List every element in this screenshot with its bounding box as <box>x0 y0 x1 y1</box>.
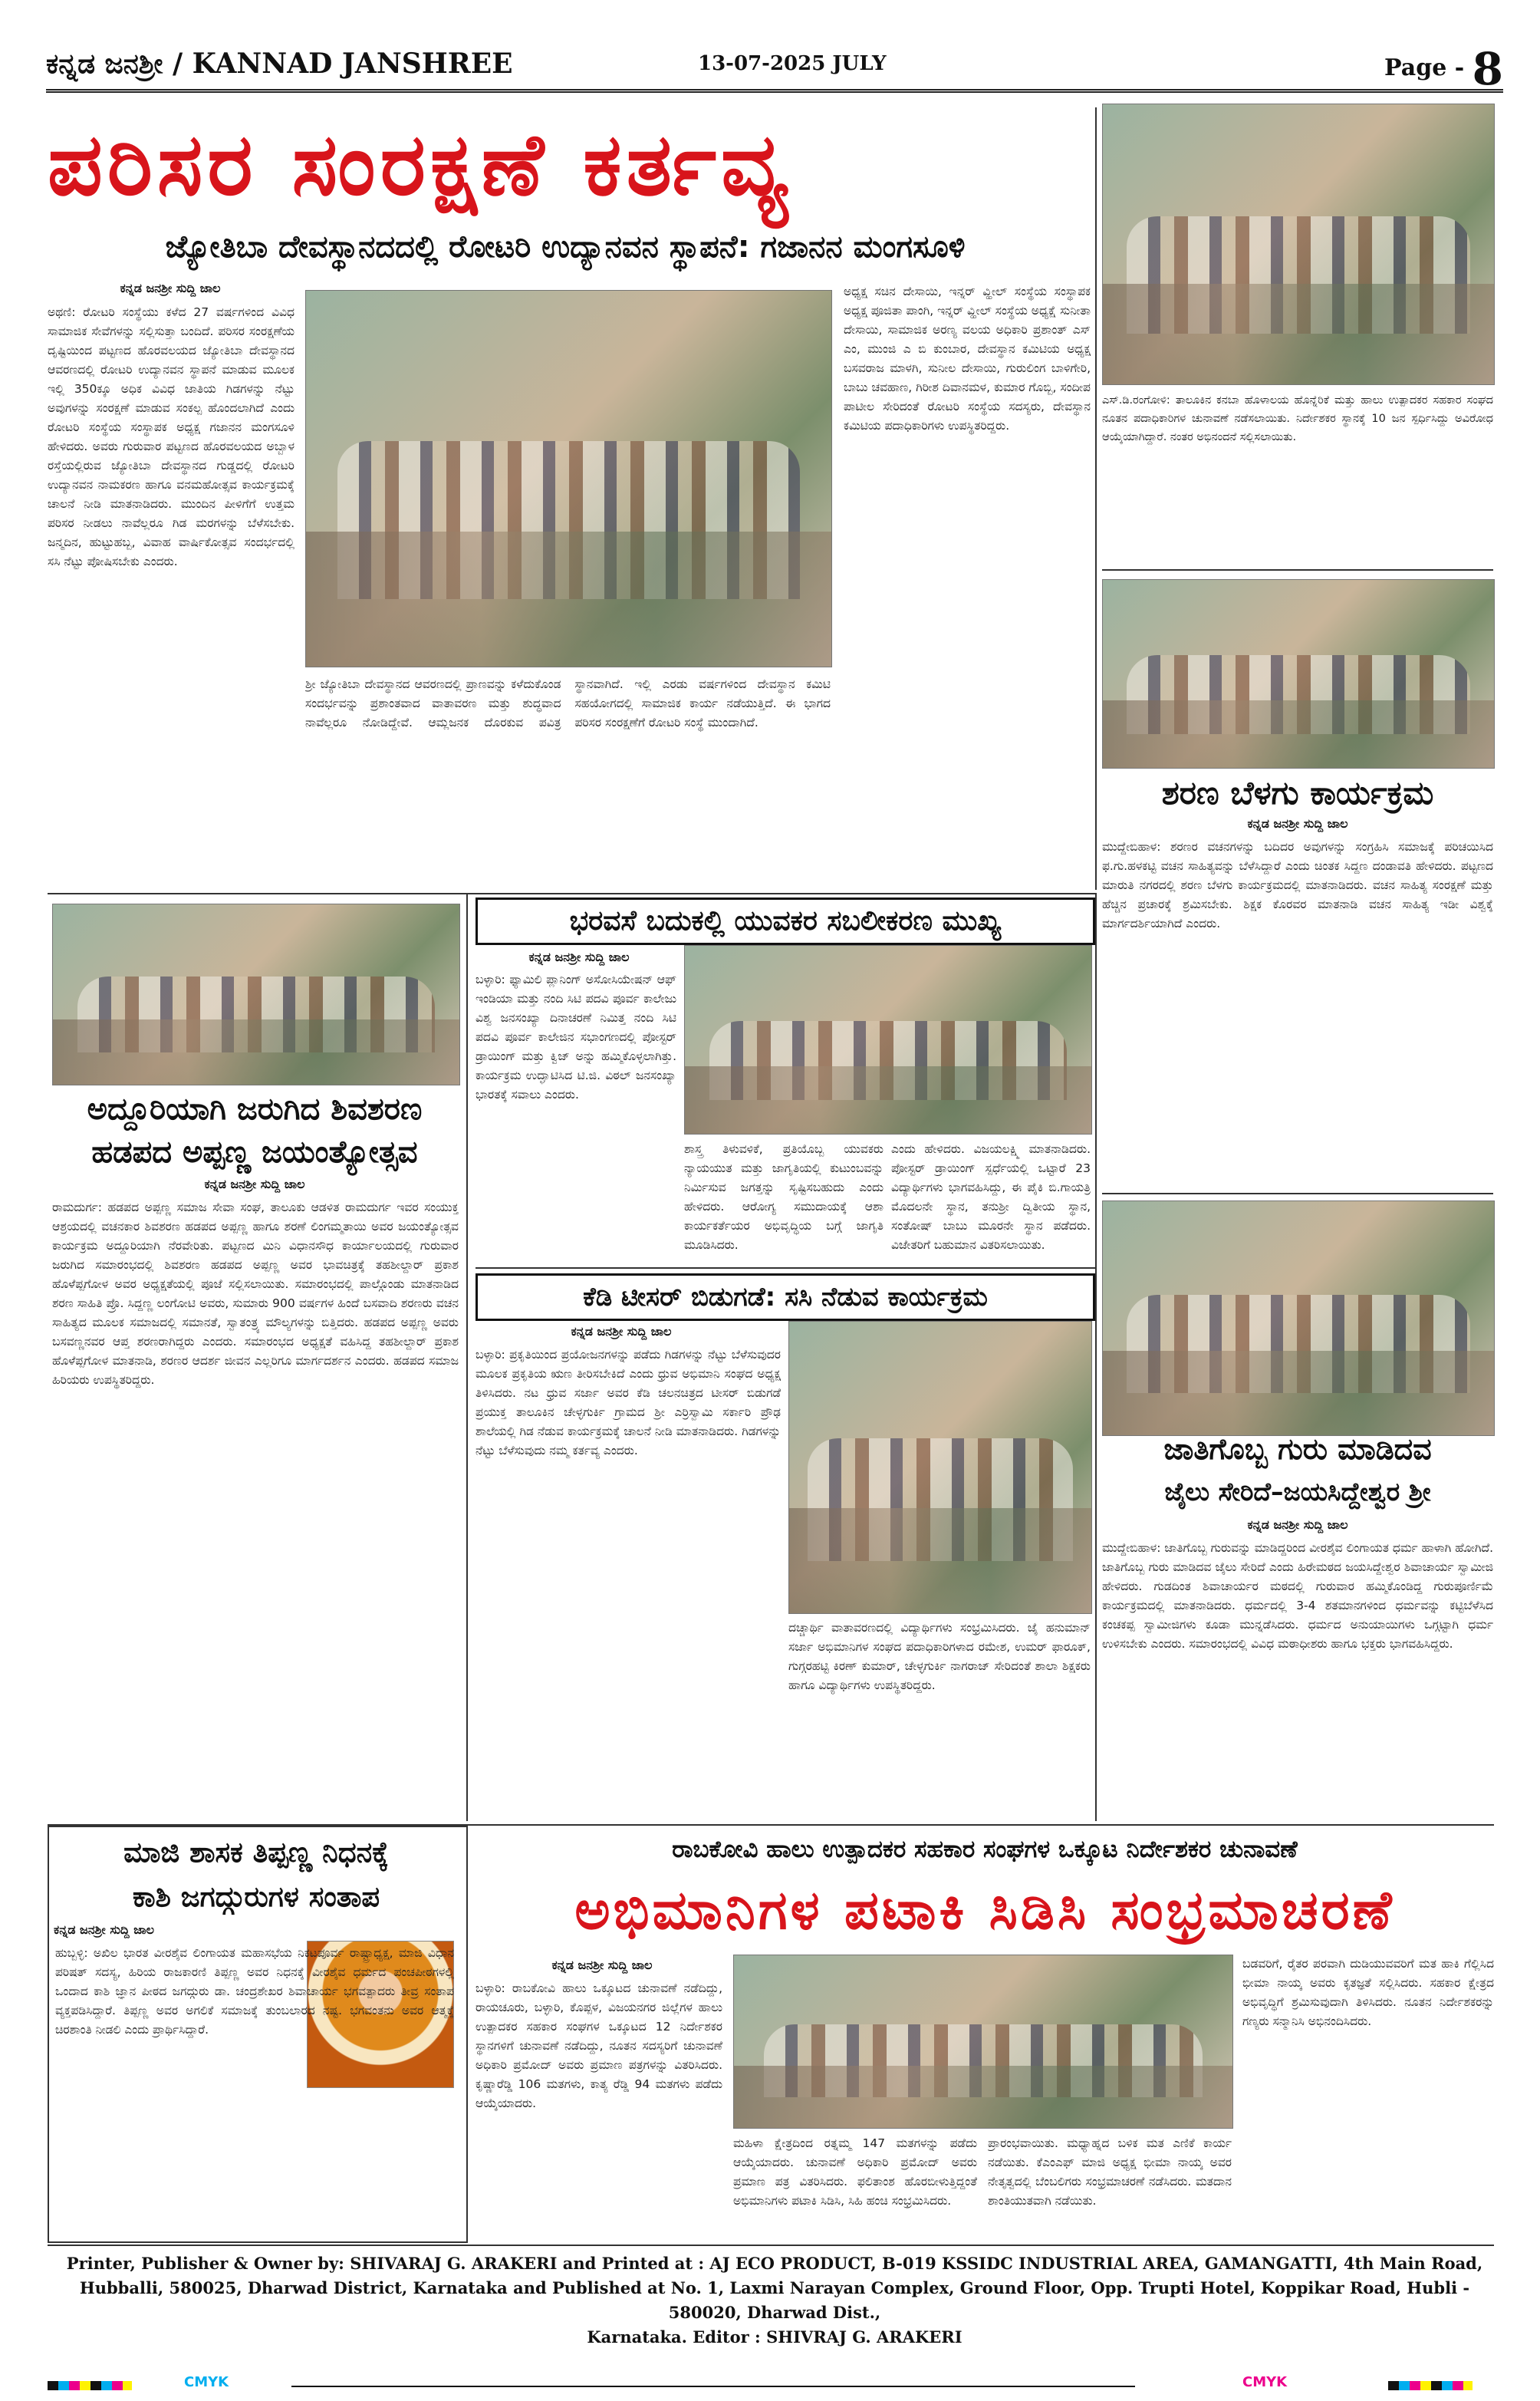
maaji-headline-1: ಮಾಜಿ ಶಾಸಕ ತಿಪ್ಪಣ್ಣ ನಿಧನಕ್ಕೆ <box>123 1836 389 1869</box>
section-divider <box>475 1267 1095 1269</box>
shivasharana-body: ರಾಮದುರ್ಗ: ಹಡಪದ ಅಪ್ಪಣ್ಣ ಸಮಾಜ ಸೇವಾ ಸಂಘ, ತಾಲೂಕು ಆಡಳಿತ ರಾಮದುರ್ಗ ಇವರ ಸಂಯುಕ್ತ ಆಶ್ರಯದಲ್ಲಿ ವಚನಕಾರ ಶಿವಶರಣ ಹಡಪದ ಅಪ್ಪಣ್ಣ ಹಾಗೂ ಶರಣೆ ಲಿಂಗಮ್ಮತಾಯಿ ಅವರ ಜಯಂತ್ಯೋತ್ಸವ ಕಾರ್ಯಕ್ರಮ ಅದ್ದೂರಿಯಾಗಿ ನೆರವೇರಿತು. ಪಟ್ಟಣದ ಮಿನಿ ವಿಧಾನಸೌಧ ಕಾರ್ಯಾಲಯದಲ್ಲಿ ಗುರುವಾರ ಜರುಗಿದ ಸಮಾರಂಭದಲ್ಲಿ ಶಿವಶರಣ ಹಡಪದ ಅಪ್ಪಣ್ಣ ಅವರ ಭಾವಚಿತ್ರಕ್ಕೆ ತಹಶೀಲ್ದಾರ್ ಪ್ರಕಾಶ ಹೊಳೆಪ್ಪಗೋಳ ಅವರ ಅಧ್ಯಕ್ಷತೆಯಲ್ಲಿ ಪೂಜೆ ಸಲ್ಲಿಸಲಾಯಿತು. ಸಮಾರಂಭದಲ್ಲಿ ಪಾಲ್ಗೊಂಡು ಮಾತನಾಡಿದ ಶರಣ ಸಾಹಿತಿ ಪ್ರೊ. ಸಿದ್ದಣ್ಣ ಲಂಗೋಟಿ ಅವರು, ಸುಮಾರು 900 ವರ್ಷಗಳ ಹಿಂದೆ ಬಸವಾದಿ ಶರಣರು ವಚನ ಸಾಹಿತ್ಯದ ಮೂಲಕ ಸಮಾಜದಲ್ಲಿ ಸಮಾನತೆ, ಸ್ವಾತಂತ್ರ್ಯ ಮೌಲ್ಯಗಳನ್ನು ಬಿತ್ತಿದರು. ಹಡಪದ ಅಪ್ಪಣ್ಣ ಅವರು ಬಸವಣ್ಣನವರ ಆಪ್ತ ಶರಣರಾಗಿದ್ದರು ಎಂದರು. ಸಮಾರಂಭದ ಅಧ್ಯಕ್ಷತೆ ವಹಿಸಿದ್ದ ತಹಶೀಲ್ದಾರ್ ಪ್ರಕಾಶ ಹೊಳೆಪ್ಪಗೋಳ ಮಾತನಾಡಿ, ಶರಣರ ಆದರ್ಶ ಜೀವನ ಎಲ್ಲರಿಗೂ ಮಾರ್ಗದರ್ಶನ ಎಂದರು. ಹಡಪದ ಸಮಾಜ ಹಿರಿಯರು ಉಪಸ್ಥಿತರಿದ್ದರು. <box>52 1200 459 1387</box>
bharavase-photo <box>684 945 1092 1135</box>
rabakovi-byline: ಕನ್ನಡ ಜನಶ್ರೀ ಸುದ್ದಿ ಜಾಲ <box>551 1958 653 1972</box>
imprint-line-3: Karnataka. Editor : SHIVRAJ G. ARAKERI <box>587 2327 962 2347</box>
cmyk-mark-right: CMYK <box>1242 2374 1288 2390</box>
section-divider <box>1102 569 1493 571</box>
sharana-byline: ಕನ್ನಡ ಜನಶ್ರೀ ಸುದ್ದಿ ಜಾಲ <box>1247 816 1348 831</box>
lead-photo <box>305 290 832 667</box>
lead-byline: ಕನ್ನಡ ಜನಶ್ರೀ ಸುದ್ದಿ ಜಾಲ <box>120 281 221 295</box>
lead-headline: ಜ್ಯೋತಿಬಾ ದೇವಸ್ಥಾನದದಲ್ಲಿ ರೋಟರಿ ಉದ್ಯಾನವನ ಸ್ಥಾಪನೆ: ಗಜಾನನ ಮಂಗಸೂಳಿ <box>165 229 966 265</box>
bharavase-headline: ಭರವಸೆ ಬದುಕಲ್ಲಿ ಯುವಕರ ಸಬಲೀಕರಣ ಮುಖ್ಯ <box>475 897 1095 945</box>
shivasharana-headline-2: ಹಡಪದ ಅಪ್ಪಣ್ಣ ಜಯಂತ್ಯೋತ್ಸವ <box>91 1135 418 1170</box>
masthead <box>46 43 1503 95</box>
paper-name: ಕನ್ನಡ ಜನಶ್ರೀ / KANNAD JANSHREE <box>46 48 513 80</box>
section-divider <box>48 893 1095 894</box>
topright-caption: ಎಸ್.ಡಿ.ರಂಗೋಳಿ: ತಾಲೂಕಿನ ಕನಬಾ ಹೊಳಾಲಯ ಹೊನ್ನೆರಿಕೆ ಮತ್ತು ಹಾಲು ಉತ್ಪಾದಕರ ಸಹಕಾರ ಸಂಘದ ನೂತನ ಪದಾಧಿಕಾರಿಗಳ ಚುನಾವಣೆ ನಡೆಸಲಾಯಿತು. ನಿರ್ದೇಶಕರ ಸ್ಥಾನಕ್ಕೆ 10 ಜನ ಸ್ಪರ್ಧಿಸಿದ್ದು ಅವಿರೋಧ ಆಯ್ಕೆಯಾಗಿದ್ದಾರೆ. ನಂತರ ಅಭಿನಂದನೆ ಸಲ್ಲಿಸಲಾಯಿತು. <box>1102 394 1493 443</box>
kd-teaser-byline: ಕನ್ನಡ ಜನಶ್ರೀ ಸುದ್ದಿ ಜಾಲ <box>571 1324 672 1339</box>
registration-bar-left <box>48 2381 132 2390</box>
shivasharana-byline: ಕನ್ನಡ ಜನಶ್ರೀ ಸುದ್ದಿ ಜಾಲ <box>204 1177 305 1191</box>
sharana-photo <box>1102 579 1495 769</box>
bharavase-column-1: ಬಳ್ಳಾರಿ: ಫ್ಯಾಮಿಲಿ ಪ್ಲಾನಿಂಗ್ ಅಸೋಸಿಯೇಷನ್ ಆಫ್ ಇಂಡಿಯಾ ಮತ್ತು ನಂದಿ ಸಿಟಿ ಪದವಿ ಪೂರ್ವ ಕಾಲೇಜು ವಿಶ್ವ ಜನಸಂಖ್ಯಾ ದಿನಾಚರಣೆ ನಿಮಿತ್ತ ನಂದಿ ಸಿಟಿ ಪದವಿ ಪೂರ್ವ ಕಾಲೇಜಿನ ಸಭಾಂಗಣದಲ್ಲಿ ಪೋಸ್ಟರ್ ಡ್ರಾಯಿಂಗ್ ಮತ್ತು ಕ್ವಿಜ್ ಅನ್ನು ಹಮ್ಮಿಕೊಳ್ಳಲಾಗಿತ್ತು. ಕಾರ್ಯಕ್ರಮ ಉದ್ಘಾಟಿಸಿದ ಟಿ.ಜಿ. ವಿಠಲ್ ಜನಸಂಖ್ಯಾ ಭಾರತಕ್ಕೆ ಸವಾಲು ಎಂದರು. <box>475 973 676 1102</box>
page-number-value: 8 <box>1472 43 1503 95</box>
jaatigobba-headline-2: ಜೈಲು ಸೇರಿದೆ–ಜಯಸಿದ್ದೇಶ್ವರ ಶ್ರೀ <box>1164 1477 1431 1507</box>
registration-bar-center <box>291 2386 1135 2387</box>
jaatigobba-headline-1-visible: ಜಾತಿಗೊಬ್ಬ ಗುರು ಮಾಡಿದವ <box>1163 1432 1432 1466</box>
cmyk-mark-left: CMYK <box>184 2374 229 2390</box>
imprint <box>46 2251 1503 2350</box>
rabakovi-column-3: ಪ್ರಾರಂಭವಾಯಿತು. ಮಧ್ಯಾಹ್ನದ ಬಳಿಕ ಮತ ಎಣಿಕೆ ಕಾರ್ಯ ನಡೆಯಿತು. ಕೆಎಂಎಫ್ ಮಾಜಿ ಅಧ್ಯಕ್ಷ ಭೀಮಾ ನಾಯ್ಕ ಅವರ ನೇತೃತ್ವದಲ್ಲಿ ಬೆಂಬಲಿಗರು ಸಂಭ್ರಮಾಚರಣೆ ನಡೆಸಿದರು. ಮತದಾನ ಶಾಂತಿಯುತವಾಗಿ ನಡೆಯಿತು. <box>988 2136 1232 2208</box>
lead-column-3: ಅಧ್ಯಕ್ಷ ಸಚಿನ ದೇಸಾಯಿ, ಇನ್ನರ್ ವ್ಹೀಲ್ ಸಂಸ್ಥೆಯ ಸಂಸ್ಥಾಪಕ ಅಧ್ಯಕ್ಷ ಪೂಜಿತಾ ಪಾಂಗಿ, ಇನ್ನರ್ ವ್ಹೀಲ್ ಸಂಸ್ಥೆಯ ಅಧ್ಯಕ್ಷೆ ಸುನೀತಾ ದೇಸಾಯಿ, ಸಾಮಾಜಿಕ ಅರಣ್ಯ ವಲಯ ಅಧಿಕಾರಿ ಪ್ರಶಾಂತ್ ಎಸ್ ಎಂ, ಮುಂಜಿ ಎ ಬಿ ಕುಂಬಾರ, ದೇವಸ್ಥಾನ ಕಮಿಟಿಯ ಅಧ್ಯಕ್ಷ ಬಸವರಾಜ ಮಾಳಗಿ, ಸುನೀಲ ದೇಸಾಯಿ, ಗುರುಲಿಂಗ ಬಾಳಿಗೇರಿ, ಬಾಬು ಚವಹಾಣ, ಗಿರೀಶ ದಿವಾನಮಳ, ಕುಮಾರ ಗೊಬ್ಬಿ, ಸಂದೀಪ ಪಾಟೀಲ ಸೇರಿದಂತೆ ರೋಟರಿ ಸಂಸ್ಥೆಯ ಸದಸ್ಯರು, ದೇವಸ್ಥಾನ ಕಮಿಟಿಯ ಪದಾಧಿಕಾರಿಗಳು ಉಪಸ್ಥಿತರಿದ್ದರು. <box>844 285 1091 433</box>
imprint-line-2: Hubballi, 580025, Dharwad District, Karnataka and Published at No. 1, Laxmi Narayan Complex, Ground Floor, Opp. Trupti Hotel, Koppikar Road, Hubli - 580020, Dharwad Dist., <box>79 2278 1470 2322</box>
kd-teaser-photo <box>788 1321 1092 1614</box>
issue-date: 13-07-2025 JULY <box>698 52 887 75</box>
column-rule <box>1095 107 1097 890</box>
rabakovi-column-2: ಮಹಿಳಾ ಕ್ಷೇತ್ರದಿಂದ ರತ್ನಮ್ಮ 147 ಮತಗಳನ್ನು ಪಡೆದು ಆಯ್ಕೆಯಾದರು. ಚುನಾವಣೆ ಅಧಿಕಾರಿ ಪ್ರಮೋದ್ ಅವರು ಪ್ರಮಾಣ ಪತ್ರ ವಿತರಿಸಿದರು. ಫಲಿತಾಂಶ ಹೊರಬೀಳುತ್ತಿದ್ದಂತೆ ಅಭಿಮಾನಿಗಳು ಪಟಾಕಿ ಸಿಡಿಸಿ, ಸಿಹಿ ಹಂಚಿ ಸಂಭ್ರಮಿಸಿದರು. <box>733 2136 977 2208</box>
sharana-headline: ಶರಣ ಬೆಳಗು ಕಾರ್ಯಕ್ರಮ <box>1161 774 1434 812</box>
rabakovi-photo <box>733 1955 1233 2129</box>
bharavase-byline: ಕನ್ನಡ ಜನಶ್ರೀ ಸುದ್ದಿ ಜಾಲ <box>528 950 630 964</box>
rabakovi-column-4: ಬಡವರಿಗೆ, ರೈತರ ಪರವಾಗಿ ದುಡಿಯುವವರಿಗೆ ಮತ ಹಾಕಿ ಗೆಲ್ಲಿಸಿದ ಭೀಮಾ ನಾಯ್ಕ ಅವರು ಕೃತಜ್ಞತೆ ಸಲ್ಲಿಸಿದರು. ಸಹಕಾರ ಕ್ಷೇತ್ರದ ಅಭಿವೃದ್ಧಿಗೆ ಶ್ರಮಿಸುವುದಾಗಿ ತಿಳಿಸಿದರು. ನೂತನ ನಿರ್ದೇಶಕರನ್ನು ಗಣ್ಯರು ಸನ್ಮಾನಿಸಿ ಅಭಿನಂದಿಸಿದರು. <box>1242 1957 1494 2028</box>
kd-teaser-column-2: ದಚ್ಚಾರ್ಥಿ ವಾತಾವರಣದಲ್ಲಿ ವಿದ್ಯಾರ್ಥಿಗಳು ಸಂಭ್ರಮಿಸಿದರು. ಜೈ ಹನುಮಾನ್ ಸರ್ಜಾ ಅಭಿಮಾನಿಗಳ ಸಂಘದ ಪದಾಧಿಕಾರಿಗಳಾದ ರಮೇಶ, ಉಮರ್ ಫಾರೂಕ್, ಗುಗ್ಗರಹಟ್ಟಿ ಕಿರಣ್ ಕುಮಾರ್, ಚೇಳ್ಳಗುರ್ಕಿ ನಾಗರಾಜ್ ಸೇರಿದಂತೆ ಶಾಲಾ ಶಿಕ್ಷಕರು ಹಾಗೂ ವಿದ್ಯಾರ್ಥಿಗಳು ಉಪಸ್ಥಿತರಿದ್ದರು. <box>788 1621 1091 1692</box>
kd-teaser-column-1: ಬಳ್ಳಾರಿ: ಪ್ರಕೃತಿಯಿಂದ ಪ್ರಯೋಜನಗಳನ್ನು ಪಡೆದು ಗಿಡಗಳನ್ನು ನೆಟ್ಟು ಬೆಳೆಸುವುದರ ಮೂಲಕ ಪ್ರಕೃತಿಯ ಋಣ ತೀರಿಸಬೇಕಿದೆ ಎಂದು ಧ್ರುವ ಅಭಿಮಾನಿ ಸಂಘದ ಅಧ್ಯಕ್ಷ ತಿಳಿಸಿದರು. ನಟ ಧ್ರುವ ಸರ್ಜಾ ಅವರ ಕೆಡಿ ಚಲನಚಿತ್ರದ ಟೀಸರ್ ಬಿಡುಗಡೆ ಪ್ರಯುಕ್ತ ತಾಲೂಕಿನ ಚೇಳ್ಳಗುರ್ಕಿ ಗ್ರಾಮದ ಶ್ರೀ ಎರ್ರಿಸ್ವಾಮಿ ಸರ್ಕಾರಿ ಪ್ರೌಢ ಶಾಲೆಯಲ್ಲಿ ಗಿಡ ನೆಡುವ ಕಾರ್ಯಕ್ರಮಕ್ಕೆ ಚಾಲನೆ ನೀಡಿ ಮಾತನಾಡಿದರು. ಗಿಡಗಳನ್ನು ನೆಟ್ಟು ಬೆಳೆಸುವುದು ನಮ್ಮ ಕರ್ತವ್ಯ ಎಂದರು. <box>475 1348 781 1457</box>
maaji-byline: ಕನ್ನಡ ಜನಶ್ರೀ ಸುದ್ದಿ ಜಾಲ <box>54 1922 155 1937</box>
rabakovi-column-1: ಬಳ್ಳಾರಿ: ರಾಬಕೋವಿ ಹಾಲು ಒಕ್ಕೂಟದ ಚುನಾವಣೆ ನಡೆದಿದ್ದು, ರಾಯಚೂರು, ಬಳ್ಳಾರಿ, ಕೊಪ್ಪಳ, ವಿಜಯನಗರ ಜಿಲ್ಲೆಗಳ ಹಾಲು ಉತ್ಪಾದಕರ ಸಹಕಾರ ಸಂಘಗಳ ಒಕ್ಕೂಟದ 12 ನಿರ್ದೇಶಕರ ಸ್ಥಾನಗಳಿಗೆ ಚುನಾವಣೆ ನಡೆದಿದ್ದು, ನೂತನ ಸದಸ್ಯರಿಗೆ ಚುನಾವಣೆ ಅಧಿಕಾರಿ ಪ್ರಮೋದ್ ಅವರು ಪ್ರಮಾಣ ಪತ್ರಗಳನ್ನು ವಿತರಿಸಿದರು. ಕೃಷ್ಣಾರೆಡ್ಡಿ 106 ಮತಗಳು, ಕಾತ್ಯ ರೆಡ್ಡಿ 94 ಮತಗಳು ಪಡೆದು ಆಯ್ಕೆಯಾದರು. <box>475 1981 722 2110</box>
lead-column-1: ಅಥಣಿ: ರೋಟರಿ ಸಂಸ್ಥೆಯು ಕಳೆದ 27 ವರ್ಷಗಳಿಂದ ವಿವಿಧ ಸಾಮಾಜಿಕ ಸೇವೆಗಳನ್ನು ಸಲ್ಲಿಸುತ್ತಾ ಬಂದಿದೆ. ಪರಿಸರ ಸಂರಕ್ಷಣೆಯ ದೃಷ್ಟಿಯಿಂದ ಪಟ್ಟಣದ ಹೊರವಲಯದ ಜ್ಯೋತಿಬಾ ದೇವಸ್ಥಾನದ ಆವರಣದಲ್ಲಿ ರೋಟರಿ ಉದ್ಯಾನವನ ಸ್ಥಾಪನೆ ಮಾಡುವ ಮೂಲಕ ಇಲ್ಲಿ 350ಕ್ಕೂ ಅಧಿಕ ವಿವಿಧ ಜಾತಿಯ ಗಿಡಗಳನ್ನು ನೆಟ್ಟು ಅವುಗಳನ್ನು ಸಂರಕ್ಷಣೆ ಮಾಡುವ ಸಂಕಲ್ಪ ಹೊಂದಲಾಗಿದೆ ಎಂದು ರೋಟರಿ ಸಂಸ್ಥೆಯ ಸಂಸ್ಥಾಪಕ ಅಧ್ಯಕ್ಷ ಗಜಾನನ ಮಂಗಸೂಳಿ ಹೇಳಿದರು. ಅವರು ಗುರುವಾರ ಪಟ್ಟಣದ ಹೊರವಲಯದ ಅಬ್ಬಾಳ ರಸ್ತೆಯಲ್ಲಿರುವ ಜ್ಯೋತಿಬಾ ದೇವಸ್ಥಾನದ ಗುಡ್ಡದಲ್ಲಿ ರೋಟರಿ ಉದ್ಯಾನವನ ನಾಮಕರಣ ಹಾಗೂ ವನಮಹೋತ್ಸವ ಕಾರ್ಯಕ್ರಮಕ್ಕೆ ಚಾಲನೆ ನೀಡಿ ಮಾತನಾಡಿದರು. ಮುಂದಿನ ಪೀಳಿಗೆಗೆ ಉತ್ತಮ ಪರಿಸರ ನೀಡಲು ನಾವೆಲ್ಲರೂ ಗಿಡ ಮರಗಳನ್ನು ಬೆಳೆಸಬೇಕು. ಜನ್ಮದಿನ, ಹುಟ್ಟುಹಬ್ಬ, ವಿವಾಹ ವಾರ್ಷಿಕೋತ್ಸವ ಸಂದರ್ಭದಲ್ಲಿ ಸಸಿ ನೆಟ್ಟು ಪೋಷಿಸಬೇಕು ಎಂದರು. <box>48 305 295 568</box>
bharavase-column-2: ಶಾಸ್ತ್ರ ತಿಳುವಳಿಕೆ, ಪ್ರತಿಯೊಬ್ಬ ಯುವಕರು ನ್ಯಾಯಯುತ ಮತ್ತು ಜಾಗೃತಿಯಲ್ಲಿ ಕುಟುಂಬವನ್ನು ನಿರ್ಮಿಸುವ ಜಗತ್ತನ್ನು ಸೃಷ್ಟಿಸಬಹುದು ಎಂದು ಹೇಳಿದರು. ಆರೋಗ್ಯ ಸಮುದಾಯಕ್ಕೆ ಆಶಾ ಕಾರ್ಯಕರ್ತೆಯರ ಅಭಿವೃದ್ಧಿಯ ಬಗ್ಗೆ ಜಾಗೃತಿ ಮೂಡಿಸಿದರು. <box>684 1142 884 1252</box>
jaatigobba-byline: ಕನ್ನಡ ಜನಶ್ರೀ ಸುದ್ದಿ ಜಾಲ <box>1247 1517 1348 1532</box>
maaji-headline-2: ಕಾಶಿ ಜಗದ್ಗುರುಗಳ ಸಂತಾಪ <box>132 1880 380 1913</box>
page-number <box>1384 43 1503 95</box>
bharavase-column-3: ಎಂದು ಹೇಳಿದರು. ವಿಜಯಲಕ್ಷ್ಮಿ ಮಾತನಾಡಿದರು. ಪೋಸ್ಟರ್ ಡ್ರಾಯಿಂಗ್ ಸ್ಪರ್ಧೆಯಲ್ಲಿ ಒಟ್ಟಾರೆ 23 ವಿದ್ಯಾರ್ಥಿಗಳು ಭಾಗವಹಿಸಿದ್ದು, ಈ ಪೈಕಿ ಬಿ.ಗಾಯತ್ರಿ ಮೊದಲನೇ ಸ್ಥಾನ, ತನುಶ್ರೀ ದ್ವಿತೀಯ ಸ್ಥಾನ, ಸಂತೋಷ್ ಬಾಬು ಮೂರನೇ ಸ್ಥಾನ ಪಡೆದರು. ವಿಜೇತರಿಗೆ ಬಹುಮಾನ ವಿತರಿಸಲಾಯಿತು. <box>891 1142 1091 1252</box>
imprint-line-1: Printer, Publisher & Owner by: SHIVARAJ G. ARAKERI and Printed at : AJ ECO PRODUCT, B-019 KSSIDC INDUSTRIAL AREA, GAMANGATTI, 4th Main Road, <box>66 2254 1483 2273</box>
shivasharana-headline-1: ಅದ್ದೂರಿಯಾಗಿ ಜರುಗಿದ ಶಿವಶರಣ <box>87 1092 423 1127</box>
section-divider <box>1102 1193 1493 1194</box>
registration-bar-right <box>1388 2381 1473 2390</box>
maaji-body: ಹುಬ್ಬಳ್ಳಿ: ಅಖಿಲ ಭಾರತ ವೀರಶೈವ ಲಿಂಗಾಯತ ಮಹಾಸಭೆಯ ನಿಕಟಪೂರ್ವ ರಾಷ್ಟ್ರಾಧ್ಯಕ್ಷ, ಮಾಜಿ ವಿಧಾನ ಪರಿಷತ್ ಸದಸ್ಯ, ಹಿರಿಯ ರಾಜಕಾರಣಿ ತಿಪ್ಪಣ್ಣ ಅವರ ನಿಧನಕ್ಕೆ ವೀರಶೈವ ಧರ್ಮದ ಪಂಚಪೀಠಗಳಲ್ಲಿ ಒಂದಾದ ಕಾಶಿ ಜ್ಞಾನ ಪೀಠದ ಜಗದ್ಗುರು ಡಾ. ಚಂದ್ರಶೇಖರ ಶಿವಾಚಾರ್ಯ ಭಗವತ್ಪಾದರು ತೀವ್ರ ಸಂತಾಪ ವ್ಯಕ್ತಪಡಿಸಿದ್ದಾರೆ. ತಿಪ್ಪಣ್ಣ ಅವರ ಅಗಲಿಕೆ ಸಮಾಜಕ್ಕೆ ತುಂಬಲಾರದ ನಷ್ಟ. ಭಗವಂತನು ಅವರ ಆತ್ಮಕ್ಕೆ ಚಿರಶಾಂತಿ ನೀಡಲಿ ಎಂದು ಪ್ರಾರ್ಥಿಸಿದ್ದಾರೆ. <box>55 1946 454 2037</box>
rabakovi-kicker: ರಾಬಕೋವಿ ಹಾಲು ಉತ್ಪಾದಕರ ಸಹಕಾರ ಸಂಘಗಳ ಒಕ್ಕೂಟ ನಿರ್ದೇಶಕರ ಚುನಾವಣೆ <box>672 1836 1298 1863</box>
topright-photo <box>1102 104 1495 385</box>
page-label: Page - <box>1384 54 1465 81</box>
lead-kicker: ಪರಿಸರ ಸಂರಕ್ಷಣೆ ಕರ್ತವ್ಯ <box>48 115 793 215</box>
kd-teaser-headline: ಕೆಡಿ ಟೀಸರ್ ಬಿಡುಗಡೆ: ಸಸಿ ನೆಡುವ ಕಾರ್ಯಕ್ರಮ <box>475 1273 1095 1321</box>
column-rule <box>466 893 468 1821</box>
shivasharana-photo <box>52 904 460 1085</box>
jaatigobba-photo <box>1102 1200 1495 1436</box>
lead-column-2: ಶ್ರೀ ಜ್ಯೋತಿಬಾ ದೇವಸ್ಥಾನದ ಆವರಣದಲ್ಲಿ ಪ್ರಾಣವನ್ನು ಕಳೆದುಕೊಂಡ ಸಂದರ್ಭವನ್ನು ಪ್ರಶಾಂತವಾದ ವಾತಾವರಣ ಮತ್ತು ಶುದ್ಧವಾದ ನಾವೆಲ್ಲರೂ ನೋಡಿದ್ದೇವೆ. ಆಮ್ಲಜನಕ ದೊರಕುವ ಪವಿತ್ರ ಸ್ಥಾನವಾಗಿದೆ. ಇಲ್ಲಿ ಎರಡು ವರ್ಷಗಳಿಂದ ದೇವಸ್ಥಾನ ಕಮಿಟಿ ಸಹಯೋಗದಲ್ಲಿ ಸಾಮಾಜಿಕ ಕಾರ್ಯ ನಡೆಯುತ್ತಿದೆ. ಈ ಭಾಗದ ಪರಿಸರ ಸಂರಕ್ಷಣೆಗೆ ರೋಟರಿ ಸಂಸ್ಥೆ ಮುಂದಾಗಿದೆ. <box>305 677 831 730</box>
jaatigobba-body: ಮುದ್ದೇಬಿಹಾಳ: ಜಾತಿಗೊಬ್ಬ ಗುರುವನ್ನು ಮಾಡಿದ್ದರಿಂದ ವೀರಶೈವ ಲಿಂಗಾಯತ ಧರ್ಮ ಹಾಳಾಗಿ ಹೋಗಿದೆ. ಜಾತಿಗೊಬ್ಬ ಗುರು ಮಾಡಿದವ ಜೈಲು ಸೇರಿದೆ ಎಂದು ಹಿರೇಮಠದ ಜಯಸಿದ್ದೇಶ್ವರ ಶಿವಾಚಾರ್ಯ ಸ್ವಾಮೀಜಿ ಹೇಳಿದರು. ಗುಡದಿಂತ ಶಿವಾಚಾರ್ಯರ ಮಠದಲ್ಲಿ ಗುರುವಾರ ಹಮ್ಮಿಕೊಂಡಿದ್ದ ಗುರುಪೂರ್ಣಿಮೆ ಕಾರ್ಯಕ್ರಮದಲ್ಲಿ ಮಾತನಾಡಿದರು. ಧರ್ಮದಲ್ಲಿ 3-4 ಶತಮಾನಗಳಿಂದ ಧರ್ಮವನ್ನು ಕಟ್ಟಿಬೆಳೆಸಿದ ಕಂಚಕಪ್ಪ ಸ್ವಾಮೀಜಿಗಳು ಕೂಡಾ ಮುನ್ನಡೆಸಿದರು. ಧರ್ಮದ ಅನುಯಾಯಿಗಳು ಒಗ್ಗಟ್ಟಾಗಿ ಧರ್ಮ ಉಳಿಸಬೇಕು ಎಂದರು. ಸಮಾರಂಭದಲ್ಲಿ ವಿವಿಧ ಮಠಾಧೀಶರು ಹಾಗೂ ಭಕ್ತರು ಭಾಗವಹಿಸಿದ್ದರು. <box>1102 1541 1493 1651</box>
column-rule <box>1095 893 1097 1821</box>
footer-rule <box>48 2245 1494 2246</box>
rabakovi-headline: ಅಭಿಮಾನಿಗಳ ಪಟಾಕಿ ಸಿಡಿಸಿ ಸಂಭ್ರಮಾಚರಣೆ <box>574 1879 1395 1942</box>
sharana-body: ಮುದ್ದೇಬಿಹಾಳ: ಶರಣರ ವಚನಗಳನ್ನು ಬದಿದರ ಅವುಗಳನ್ನು ಸಂಗ್ರಹಿಸಿ ಸಮಾಜಕ್ಕೆ ಪರಿಚಯಿಸಿದ ಫ.ಗು.ಹಳಕಟ್ಟಿ ವಚನ ಸಾಹಿತ್ಯವನ್ನು ಬೆಳೆಸಿದ್ದಾರೆ ಎಂದು ಚಿಂತಕ ಸಿದ್ದಣ ದಂಡಾವತಿ ಹೇಳಿದರು. ಪಟ್ಟಣದ ಮಾರುತಿ ನಗರದಲ್ಲಿ ಶರಣ ಬೆಳಗು ಕಾರ್ಯಕ್ರಮದಲ್ಲಿ ಮಾತನಾಡಿದರು. ವಚನ ಸಾಹಿತ್ಯ ಸಂರಕ್ಷಣೆ ಮತ್ತು ಹೆಚ್ಚಿನ ಪ್ರಚಾರಕ್ಕೆ ಶ್ರಮಿಸಬೇಕು. ಶಿಕ್ಷಕ ಕೊರವರ ಮಾತನಾಡಿ ವಚನ ಸಾಹಿತ್ಯ ಇಡೀ ವಿಶ್ವಕ್ಕೆ ಮಾರ್ಗದರ್ಶಿಯಾಗಿದೆ ಎಂದರು. <box>1102 840 1493 930</box>
